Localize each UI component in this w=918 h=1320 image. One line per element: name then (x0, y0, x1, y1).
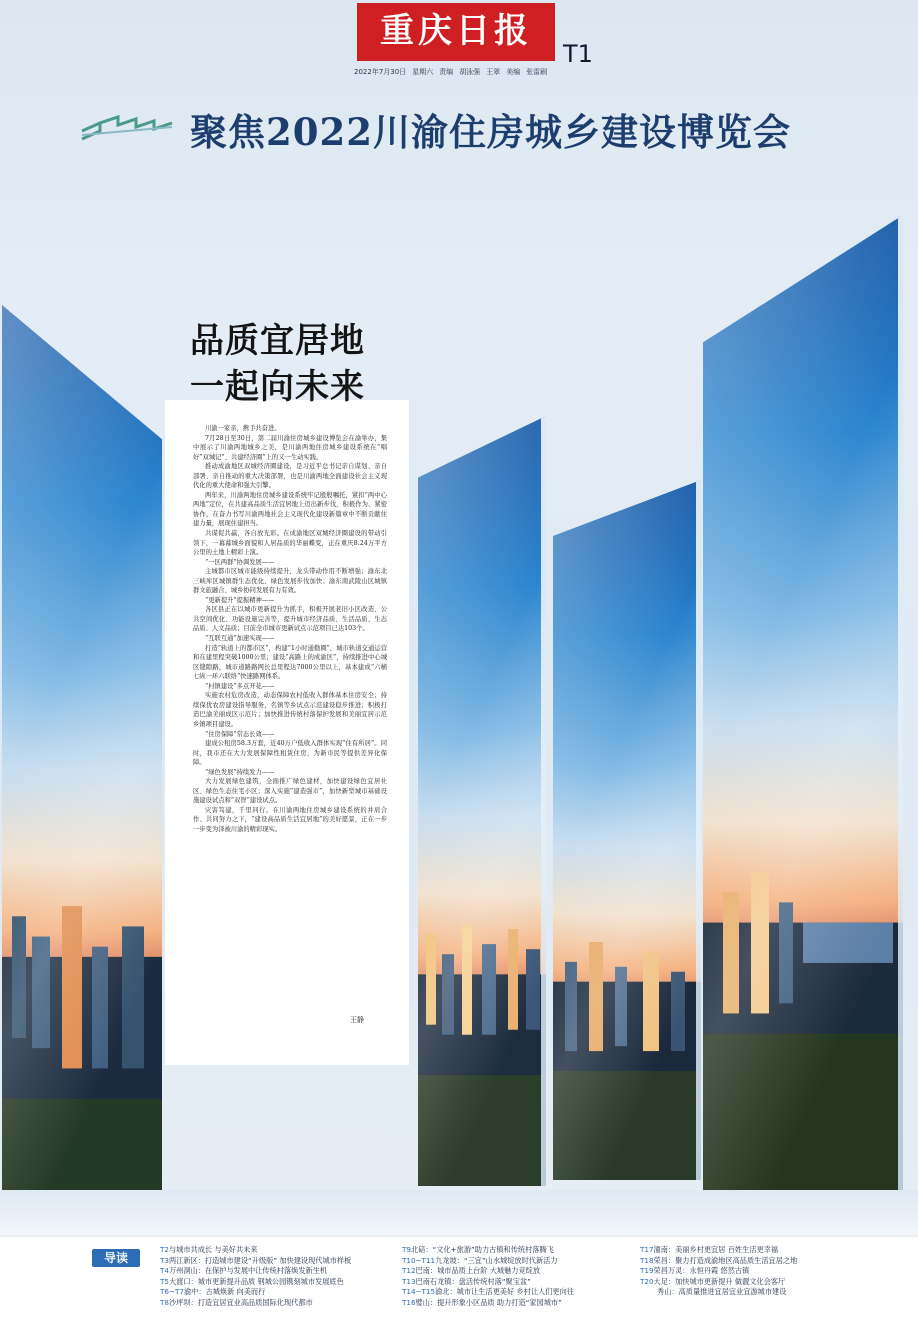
article-byline: 王静 (350, 1016, 364, 1024)
city-photo-panel-left (2, 305, 162, 1200)
expo-logo-icon (80, 109, 176, 145)
guide-item[interactable]: T6~T7渝中：古城焕新 向美而行 (160, 1287, 266, 1296)
guide-column-3 (640, 1245, 797, 1298)
article-paragraph: 灾害笃建，千里同行。在川渝两地住房城乡建设系统的并肩合作、共同努力之下，“建设高品质生活宜居地”的美好愿景，正在一步一步变为泽被川渝的精彩现实。 (193, 806, 387, 833)
article-subhead: “绿色发展”持续发力—— (205, 768, 275, 776)
dateline: 2022年7月30日 星期六 责编 胡泳强 王翠 美编 张雷刷 (354, 68, 548, 76)
city-photo-panel-middle (418, 416, 546, 1186)
page-headline: 聚焦2022川渝住房城乡建设博览会 (190, 110, 791, 154)
article-subhead: “更新提升”提振精神—— (205, 596, 275, 604)
masthead-logo (357, 3, 555, 61)
article-paragraph: 大力发展绿色建筑，全面推广绿色建材，加快建设绿色宜居社区、绿色生态住宅小区；深入实施“建造强市”，加快新型城市基础设施建设试点和“双智”建设试点。 (193, 778, 387, 805)
edition-label: T1 (563, 40, 593, 68)
article-subhead: “住房保障”常态长效—— (205, 730, 275, 738)
article-paragraph: 7月28日至30日，第二届川渝住房城乡建设博览会在渝举办，集中展示了川渝两地城乡之美，是川渝两地住房城乡建设系统在“唱好”双城记”、共建经济圈”上的又一生动实践。 (193, 434, 387, 461)
guide-item[interactable]: T19荣昌万灵：永恒丹霞 悠然古镇 (640, 1266, 750, 1275)
article-paragraph: 打造“轨道上的都市区”，构建“1小时通勤圈”，城市轨道交通运营和在建里程突破1000公里；建设“高路上的成渝区”，持续推进中心城区缝隙路，城市道路路网长总里程达7000公里以上，基本建成“六横七纵一环六联络”快速路网体系。 (193, 644, 387, 681)
masthead-title: 重庆日报 (380, 11, 532, 51)
article-paragraph: 共谋促共赢，各自放光彩。在成渝地区双城经济圈建设的带动引领下，一幕幕城乡面貌和人居品质的华丽蝶变，正在重庆8.24万平方公里的土地上精彩上演。 (193, 530, 387, 557)
guide-item[interactable]: 秀山：高质量推进宜居宜业宜游城市建设 (657, 1287, 787, 1296)
article-paragraph: 川渝一家亲，携手共奋进。 (205, 425, 281, 432)
article-paragraph: 各区县正在以城市更新提升为抓手，积极开展老旧小区改造、公共空间优化、功能设施完善等，提升城市经济品质、生活品质、生态品质、人文品质；目前全市城市更新试点示范项目已达103个。 (193, 606, 387, 633)
article-paragraph: 实施农村危房改造，动态保障农村低收入群体基本住房安全；持续保优农房建设指导服务，名镇等乡试点示范建设稳步推进；积极打造巴渝美丽成区示范片；加快推进传统村落保护发展和美丽宜居示范乡镇项目建设。 (193, 692, 387, 728)
article-paragraph: 推动成渝地区双城经济圈建设，是习近平总书记亲自谋划、亲自部署、亲自推动的重大决策部署，也是川渝两地全面建设社会主义现代化的重大使命和强大引擎。 (193, 463, 387, 490)
city-photo-panel-right (703, 215, 903, 1195)
article-subhead: “一区两群”协调发展—— (205, 558, 275, 566)
guide-tag: 导读 (92, 1249, 140, 1267)
guide-column-1 (160, 1245, 351, 1308)
guide-item[interactable]: T10~T11九龙坡：“三宜”山水城绽放时代新活力 (402, 1255, 558, 1265)
article-paragraph: 主城都市区城市能级持续提升，龙头带动作用不断增强；渝东北三峡库区城镇群生态优化、绿色发展步伐加快；渝东南武陵山区城镇群文旅融合、城乡协同发展有力有效。 (193, 568, 387, 595)
article-subhead: “村镇建设”多点开花—— (205, 682, 275, 690)
floor-reflection (0, 1190, 918, 1235)
guide-item[interactable]: T3两江新区：打造城市建设“升级版” 加快建设现代城市样板 (160, 1255, 352, 1265)
article-paragraph: 两年来，川渝两地住房城乡建设系统牢记殷殷嘱托，紧扣“两中心两地”定位，在共建高品质生活宜居地上迈出新步伐，积极作为、紧密协作，在奋力书写川渝两地社会主义现代化建设新篇章中不断贡献住建力量，展现住建担当。 (193, 491, 387, 528)
guide-column-2 (402, 1245, 574, 1308)
city-photo-panel-right-middle (553, 480, 701, 1180)
article-paragraph: 建成公租房58.3万套，近40万户低收入群体实现“住有所居”。同时，我市还在大力发展保障性租赁住房，为新市民等提供差异化保障。 (193, 740, 387, 767)
guide-item[interactable]: T17潼南：美丽乡村更宜居 百姓生活更幸福 (640, 1245, 779, 1254)
guide-item[interactable]: T9北碚：“文化+旅游”助力古镇和传统村落腾飞 (402, 1245, 554, 1254)
guide-item[interactable]: T8沙坪坝：打造宜居宜业高品质国际化现代都市 (160, 1297, 313, 1307)
article-body (193, 424, 387, 835)
guide-item[interactable]: T12巴南：城市品质上台阶 大城魅力竞绽放 (402, 1266, 541, 1275)
guide-item[interactable]: T18荣昌：聚力打造成渝地区高品质生活宜居之地 (640, 1255, 798, 1265)
article-subhead: “互联互通”加速实现—— (205, 635, 275, 643)
article-title: 品质宜居地 一起向未来 (190, 321, 365, 407)
guide-item[interactable]: T13巴南石龙镇：盘活传统村落“聚宝盆” (402, 1276, 531, 1286)
guide-item[interactable]: T20大足：加快城市更新提升 做靓文化会客厅 (640, 1276, 786, 1286)
guide-item[interactable]: T5大渡口：城市更新提升品质 钢城公园镌刻城市发展底色 (160, 1276, 344, 1286)
guide-item[interactable]: T16璧山：提升形象小区品质 助力打造“家园城市” (402, 1297, 562, 1307)
guide-item[interactable]: T2与城市共成长 与美好共未来 (160, 1245, 258, 1254)
guide-item[interactable]: T4万州洞山：在保护与发展中让传统村落焕发新生机 (160, 1266, 328, 1275)
guide-item[interactable]: T14~T15渝北：城市让生活更美好 乡村让人们更向往 (402, 1287, 574, 1296)
